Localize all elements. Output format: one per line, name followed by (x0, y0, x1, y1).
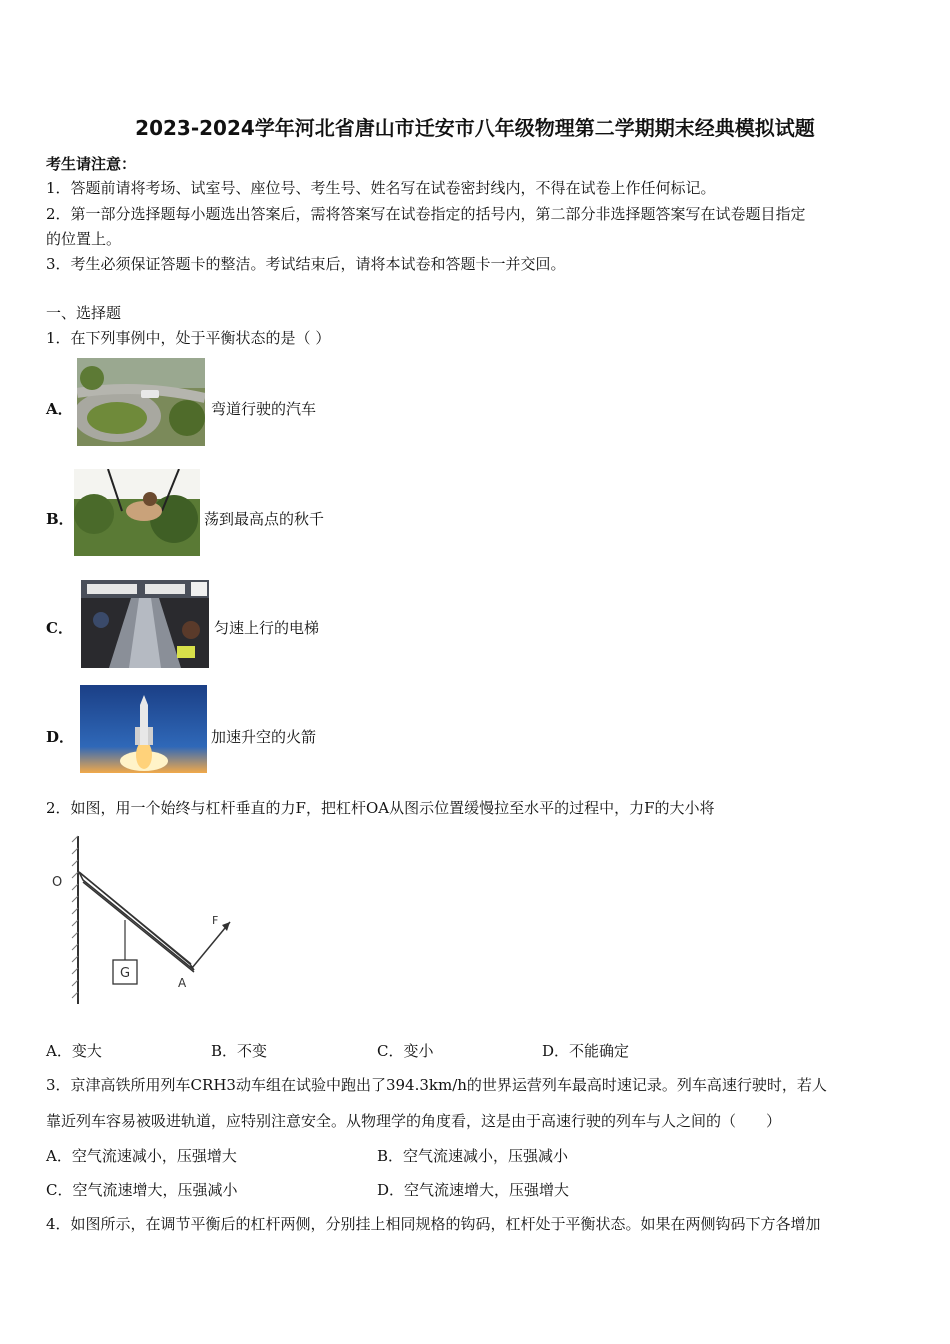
lever-label-f: F (212, 914, 219, 927)
notice-item-1: 1．答题前请将考场、试室号、座位号、考生号、姓名写在试卷密封线内，不得在试卷上作任何标记。 (46, 179, 716, 197)
notice-heading: 考生请注意： (46, 155, 137, 173)
swing-image (74, 469, 200, 556)
q2-option-c: C．变小 (377, 1042, 434, 1060)
q4-stem-line1: 4．如图所示，在调节平衡后的杠杆两侧，分别挂上相同规格的钩码，杠杆处于平衡状态。如果在两侧钩码下方各增加 (46, 1215, 821, 1233)
page-title: 2023-2024学年河北省唐山市迁安市八年级物理第二学期期末经典模拟试题 (135, 116, 815, 140)
q3-stem-line1: 3．京津高铁所用列车CRH3动车组在试验中跑出了394.3km/h的世界运营列车最高时速记录。列车高速行驶时，若人 (46, 1076, 827, 1094)
q2-stem: 2．如图，用一个始终与杠杆垂直的力F，把杠杆OA从图示位置缓慢拉至水平的过程中，力F的大小将 (46, 799, 715, 817)
q3-option-a: A．空气流速减小，压强增大 (46, 1147, 237, 1165)
lever-label-a: A (178, 976, 187, 990)
q1-option-a-letter: A． (46, 400, 73, 418)
section-heading: 一、选择题 (46, 304, 122, 322)
q3-option-b: B．空气流速减小，压强减小 (377, 1147, 569, 1165)
q1-option-c-text: 匀速上行的电梯 (214, 619, 320, 637)
q1-option-a-text: 弯道行驶的汽车 (211, 400, 317, 418)
q3-option-c: C．空气流速增大，压强减小 (46, 1181, 238, 1199)
winding-road-car-image (77, 358, 205, 446)
q1-option-d-text: 加速升空的火箭 (211, 728, 317, 746)
q1-option-d-letter: D． (46, 728, 75, 746)
q2-option-b: B．不变 (211, 1042, 268, 1060)
lever-label-o: O (52, 875, 63, 890)
notice-item-3: 3．考生必须保证答题卡的整洁。考试结束后，请将本试卷和答题卡一并交回。 (46, 255, 566, 273)
lever-label-g: G (120, 966, 131, 981)
q1-stem: 1．在下列事例中，处于平衡状态的是（ ） (46, 329, 331, 347)
escalator-image (81, 580, 209, 668)
q1-option-b-text: 荡到最高点的秋千 (204, 510, 325, 528)
q3-option-d: D．空气流速增大，压强增大 (377, 1181, 570, 1199)
notice-item-2: 2．第一部分选择题每小题选出答案后，需将答案写在试卷指定的括号内，第二部分非选择题答案写在试卷题目指定 (46, 205, 806, 223)
q2-option-d: D．不能确定 (542, 1042, 630, 1060)
q1-option-c-letter: C． (46, 619, 73, 637)
lever-figure (46, 832, 246, 1012)
q3-stem-line2: 靠近列车容易被吸进轨道，应特别注意安全。从物理学的角度看，这是由于高速行驶的列车与人之间的（ ） (46, 1112, 782, 1130)
rocket-launch-image (80, 685, 207, 773)
q1-option-b-letter: B． (46, 510, 74, 528)
notice-item-2-cont: 的位置上。 (46, 230, 122, 248)
q2-option-a: A．变大 (46, 1042, 102, 1060)
